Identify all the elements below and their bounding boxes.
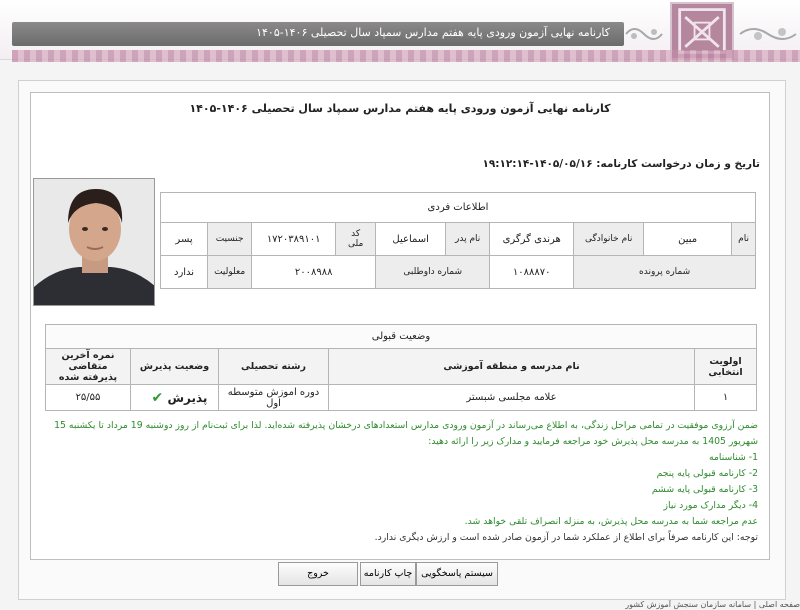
check-icon: ✔ <box>151 389 164 406</box>
note-line-2: شهریور 1405 به مدرسه محل پذیرش خود مراجعه فرمایید و مدارک زیر را ارائه دهید: <box>428 436 758 447</box>
exit-button[interactable]: خروج <box>278 562 358 586</box>
print-report-button[interactable]: چاپ کارنامه <box>360 562 416 586</box>
table-row <box>46 385 757 411</box>
father-name-label: نام پدر <box>446 223 490 256</box>
file-number-label: شماره پرونده <box>574 256 756 289</box>
header-title-bar <box>12 22 624 46</box>
acceptance-title: وضعیت قبولی <box>46 325 757 349</box>
gender-label: جنسیت <box>208 223 252 256</box>
col-status: وضعیت پذیرش <box>131 349 219 385</box>
candidate-number-value: ۲۰۰۸۹۸۸ <box>252 256 376 289</box>
document-item-2: 2- کارنامه قبولی پایه پنجم <box>656 468 758 479</box>
document-item-3: 3- کارنامه قبولی پایه ششم <box>651 484 758 495</box>
request-date: تاریخ و زمان درخواست کارنامه: ۱۴۰۵/۰۵/۱۶-۱۹:۱۲:۱۴ <box>482 158 760 170</box>
disability-value: ندارد <box>161 256 208 289</box>
gender-value: پسر <box>161 223 208 256</box>
first-name-label: نام <box>732 223 756 256</box>
header-title: کارنامه نهایی آزمون ورودی پایه هفتم مدارس سمپاد سال تحصیلی ۱۴۰۶-۱۴۰۵ <box>256 26 610 39</box>
disclaimer-note: توجه: این کارنامه صرفاً برای اطلاع از عملکرد شما در آزمون صادر شده است و ارزش دیگری ندارد. <box>374 532 758 543</box>
col-school: نام مدرسه و منطقه آموزشی <box>329 349 695 385</box>
acceptance-table <box>45 324 757 411</box>
candidate-number-label: شماره داوطلبی <box>376 256 490 289</box>
note-line-1: ضمن آرزوی موفقیت در تمامی مراحل زندگی، به اطلاع می‌رساند در آزمون ورودی مدارس استعدادهای درخشان پذیرفته شده‌اید. لذا برای ثبت‌نام از روز دوشنبه 19 مرداد تا یکشنبه 15 <box>54 420 758 431</box>
ornament-right-icon <box>738 22 798 46</box>
col-last-score: نمره آخرین متقاضی پذیرفته شده <box>46 349 131 385</box>
report-title: کارنامه نهایی آزمون ورودی پایه هفتم مدارس سمپاد سال تحصیلی ۱۴۰۶-۱۴۰۵ <box>189 102 611 115</box>
field-value: دوره اموزش متوسطه اول <box>219 385 329 411</box>
student-avatar-icon <box>34 179 155 306</box>
site-header <box>0 0 800 60</box>
answering-system-button[interactable]: سیستم پاسخگویی <box>416 562 498 586</box>
personal-info-title: اطلاعات فردی <box>161 193 756 223</box>
status-cell <box>131 385 219 411</box>
national-id-label: کد ملی <box>336 223 376 256</box>
document-item-4: 4- دیگر مدارک مورد نیاز <box>663 500 758 511</box>
disability-label: معلولیت <box>208 256 252 289</box>
col-field: رشته تحصیلی <box>219 349 329 385</box>
decorative-strip <box>12 50 800 62</box>
col-priority: اولویت انتخابی <box>695 349 757 385</box>
school-value: علامه مجلسی شبستر <box>329 385 695 411</box>
status-value: پذیرش <box>167 390 208 405</box>
father-name-value: اسماعیل <box>376 223 446 256</box>
last-name-value: هرندی گرگری <box>490 223 574 256</box>
file-number-value: ۱۰۸۸۸۷۰ <box>490 256 574 289</box>
document-item-1: 1- شناسنامه <box>708 452 758 463</box>
personal-info-table <box>160 192 756 289</box>
first-name-value: مبین <box>644 223 732 256</box>
footer-links[interactable]: صفحه اصلی | سامانه سازمان سنجش آموزش کشور <box>625 600 800 609</box>
last-score-value: ۲۵/۵۵ <box>46 385 131 411</box>
student-photo <box>33 178 155 306</box>
priority-value: ۱ <box>695 385 757 411</box>
notes-block <box>48 418 758 546</box>
warning-note: عدم مراجعه شما به مدرسه محل پذیرش، به منزله انصراف تلقی خواهد شد. <box>464 516 758 527</box>
ornament-icon <box>624 24 664 44</box>
last-name-label: نام خانوادگی <box>574 223 644 256</box>
national-id-value: ۱۷۲۰۳۸۹۱۰۱ <box>252 223 336 256</box>
